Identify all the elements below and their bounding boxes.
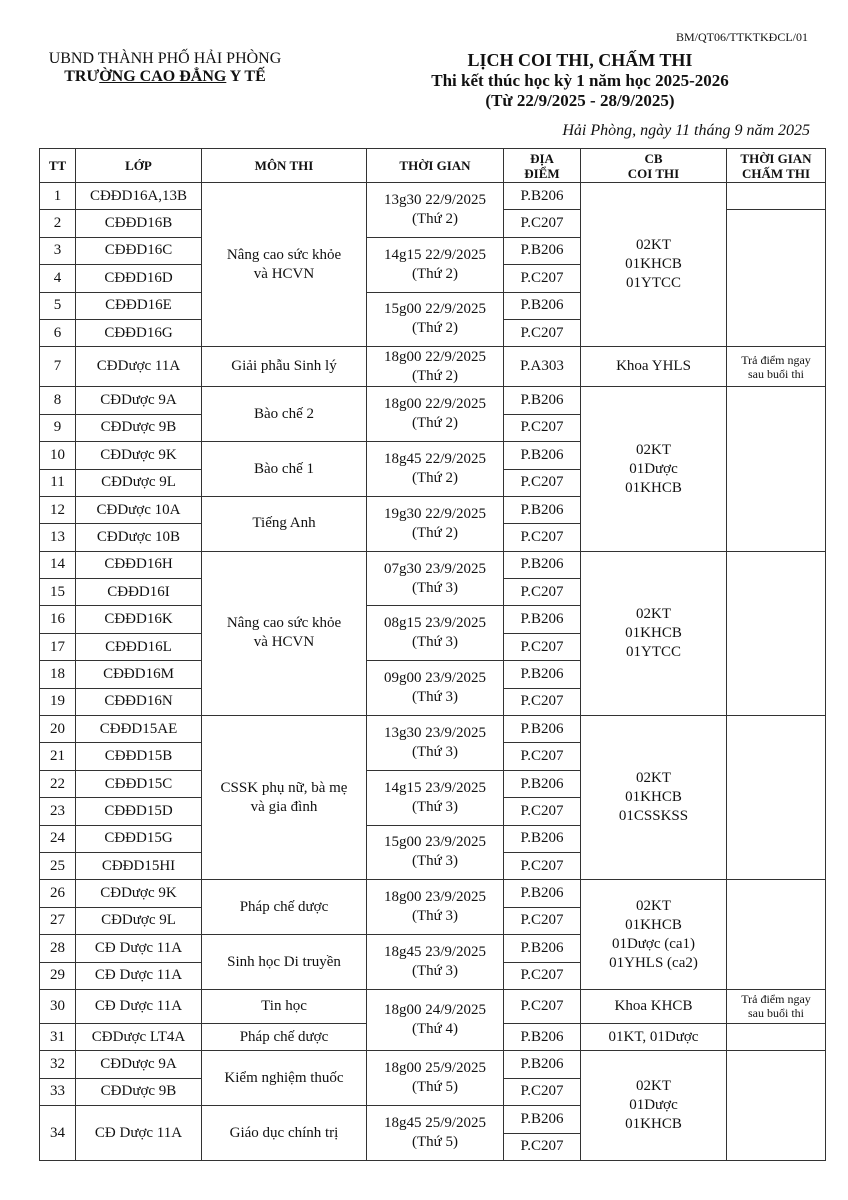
time-cell: [367, 825, 504, 880]
class-cell: CĐDược 9L: [76, 907, 202, 934]
subject-cell: [202, 716, 367, 880]
time-line: 18g00 24/9/2025: [383, 1002, 487, 1019]
class-cell: CĐĐD16G: [76, 319, 202, 346]
day-line: (Thứ 2): [411, 524, 459, 541]
row-number: 5: [40, 292, 76, 319]
proctor-line: 01KHCB: [625, 479, 682, 496]
day-line: (Thứ 3): [411, 689, 459, 706]
class-cell: CĐ Dược 11A: [76, 935, 202, 962]
marking-cell: [727, 1051, 826, 1161]
exam-schedule-table: [39, 148, 826, 1161]
class-cell: CĐ Dược 11A: [76, 989, 202, 1023]
room-cell: P.B206: [504, 661, 581, 688]
room-cell: P.C207: [504, 688, 581, 715]
subject-cell: [202, 183, 367, 347]
room-cell: P.B206: [504, 880, 581, 907]
marking-cell: [727, 880, 826, 990]
class-cell: CĐĐD16E: [76, 292, 202, 319]
proctor-cell: [581, 551, 727, 715]
room-cell: P.B206: [504, 825, 581, 852]
row-number: 23: [40, 798, 76, 825]
room-cell: P.C207: [504, 743, 581, 770]
proctor-line: 02KT: [636, 441, 671, 458]
row-number: 3: [40, 237, 76, 264]
day-line: (Thứ 5): [411, 1134, 459, 1150]
proctor-line: 02KT: [636, 770, 671, 787]
row-number: 19: [40, 688, 76, 715]
subject-cell: Kiểm nghiệm thuốc: [202, 1051, 367, 1106]
header-marking-line: THỜI GIAN: [740, 150, 812, 166]
row-number: 16: [40, 606, 76, 633]
time-cell: [367, 935, 504, 990]
proctor-line: 01KHCB: [625, 1116, 682, 1133]
time-cell: [367, 1106, 504, 1161]
time-line: 18g00 23/9/2025: [383, 889, 487, 906]
row-number: 1: [40, 183, 76, 210]
document-title-block: [370, 50, 790, 111]
header-proctor-line: COI THI: [627, 165, 680, 181]
header-location: [504, 149, 581, 183]
row-number: 25: [40, 852, 76, 879]
room-cell: P.C207: [504, 989, 581, 1023]
subject-line: Nâng cao sức khỏe: [226, 246, 342, 263]
subject-line: CSSK phụ nữ, bà mẹ: [220, 779, 348, 796]
time-cell: [367, 716, 504, 771]
class-cell: CĐDược 10A: [76, 496, 202, 523]
subject-line: và HCVN: [253, 265, 315, 282]
room-cell: P.C207: [504, 907, 581, 934]
room-cell: P.C207: [504, 852, 581, 879]
day-line: (Thứ 4): [411, 1021, 459, 1038]
room-cell: P.C207: [504, 414, 581, 441]
day-line: (Thứ 2): [411, 470, 459, 487]
document-title: LỊCH COI THI, CHẤM THI: [467, 50, 693, 70]
subject-line: Nâng cao sức khỏe: [226, 615, 342, 632]
room-cell: P.B206: [504, 1051, 581, 1078]
room-cell: P.B206: [504, 183, 581, 210]
row-number: 6: [40, 319, 76, 346]
day-line: (Thứ 2): [411, 415, 459, 432]
time-cell: [367, 292, 504, 347]
class-cell: CĐDược 11A: [76, 347, 202, 387]
row-number: 15: [40, 579, 76, 606]
table-row: [40, 347, 826, 387]
class-cell: CĐDược 9A: [76, 1051, 202, 1078]
row-number: 11: [40, 469, 76, 496]
time-cell: [367, 606, 504, 661]
room-cell: P.C207: [504, 1133, 581, 1160]
proctor-line: 01YTCC: [625, 643, 681, 660]
room-cell: P.B206: [504, 935, 581, 962]
room-cell: P.B206: [504, 292, 581, 319]
row-number: 13: [40, 524, 76, 551]
room-cell: P.B206: [504, 1023, 581, 1050]
header-subject: MÔN THI: [202, 149, 367, 183]
proctor-line: 02KT: [636, 1078, 671, 1095]
day-line: (Thứ 3): [411, 798, 459, 815]
proctor-line: 01Dược: [629, 460, 678, 477]
time-line: 15g00 22/9/2025: [383, 301, 487, 318]
proctor-cell: Khoa YHLS: [581, 347, 727, 387]
class-cell: CĐDược 9B: [76, 414, 202, 441]
school-name-underlined: ỜNG CAO ĐẲNG: [99, 68, 227, 85]
time-line: 15g00 23/9/2025: [383, 834, 487, 851]
date-range: (Từ 22/9/2025 - 28/9/2025): [485, 91, 675, 110]
subject-line: và HCVN: [253, 634, 315, 651]
time-line: 14g15 23/9/2025: [383, 779, 487, 796]
table-row: [40, 387, 826, 414]
proctor-line: 01YHLS (ca2): [609, 954, 698, 971]
proctor-line: 01Dược (ca1): [611, 935, 696, 952]
header-marking-line: CHẤM THI: [741, 165, 810, 181]
proctor-cell: Khoa KHCB: [581, 989, 727, 1023]
class-cell: CĐĐD16M: [76, 661, 202, 688]
marking-line: sau buổi thi: [748, 1006, 804, 1021]
subject-cell: [202, 551, 367, 715]
row-number: 8: [40, 387, 76, 414]
class-cell: CĐDược 9A: [76, 387, 202, 414]
time-line: 18g45 23/9/2025: [383, 944, 487, 961]
header-proctor: [581, 149, 727, 183]
subject-cell: Bào chế 1: [202, 442, 367, 497]
room-cell: P.C207: [504, 962, 581, 989]
subject-cell: Sinh học Di truyền: [202, 935, 367, 990]
room-cell: P.C207: [504, 210, 581, 237]
form-code: BM/QT06/TTKTKĐCL/01: [676, 30, 808, 44]
proctor-line: 02KT: [636, 897, 671, 914]
time-line: 18g45 25/9/2025: [383, 1115, 487, 1131]
proctor-line: 01KHCB: [625, 916, 682, 933]
proctor-cell: [581, 716, 727, 880]
class-cell: CĐĐD15HI: [76, 852, 202, 879]
proctor-line: 01Dược: [629, 1097, 678, 1114]
header-proctor-line: CB: [644, 150, 663, 166]
class-cell: CĐDược 9B: [76, 1078, 202, 1105]
row-number: 10: [40, 442, 76, 469]
class-cell: CĐĐD15C: [76, 770, 202, 797]
row-number: 20: [40, 716, 76, 743]
subject-cell: Giáo dục chính trị: [202, 1106, 367, 1161]
row-number: 18: [40, 661, 76, 688]
proctor-line: 01CSSKSS: [618, 808, 689, 825]
school-name-part: TRƯ: [64, 68, 100, 85]
time-line: 18g00 22/9/2025: [383, 348, 487, 365]
proctor-cell: [581, 387, 727, 551]
time-line: 07g30 23/9/2025: [383, 560, 487, 577]
room-cell: P.B206: [504, 551, 581, 578]
row-number: 27: [40, 907, 76, 934]
class-cell: CĐĐD15D: [76, 798, 202, 825]
issue-date: Hải Phòng, ngày 11 tháng 9 năm 2025: [562, 122, 810, 139]
subject-cell: Giải phẫu Sinh lý: [202, 347, 367, 387]
time-line: 08g15 23/9/2025: [383, 615, 487, 632]
day-line: (Thứ 2): [411, 320, 459, 337]
room-cell: P.C207: [504, 265, 581, 292]
time-line: 19g30 22/9/2025: [383, 505, 487, 522]
school-name: [30, 68, 300, 86]
header-time: THỜI GIAN: [367, 149, 504, 183]
room-cell: P.A303: [504, 347, 581, 387]
time-cell: [367, 770, 504, 825]
day-line: (Thứ 3): [411, 908, 459, 925]
day-line: (Thứ 3): [411, 743, 459, 760]
class-cell: CĐĐD15B: [76, 743, 202, 770]
marking-line: Trả điểm ngay: [741, 352, 811, 367]
subject-cell: Tin học: [202, 989, 367, 1023]
table-row: [40, 989, 826, 1023]
organization-header: [30, 50, 300, 86]
room-cell: P.C207: [504, 319, 581, 346]
class-cell: CĐĐD16H: [76, 551, 202, 578]
proctor-line: 01KHCB: [625, 624, 682, 641]
marking-cell: [727, 387, 826, 551]
table-row: [40, 183, 826, 210]
day-line: (Thứ 2): [411, 265, 459, 282]
time-cell: [367, 496, 504, 551]
time-cell: [367, 989, 504, 1050]
marking-cell: [727, 347, 826, 387]
row-number: 30: [40, 989, 76, 1023]
room-cell: P.B206: [504, 237, 581, 264]
time-cell: [367, 661, 504, 716]
time-cell: [367, 880, 504, 935]
time-cell: [367, 183, 504, 238]
time-line: 13g30 22/9/2025: [383, 191, 487, 208]
day-line: (Thứ 5): [411, 1079, 459, 1096]
class-cell: CĐ Dược 11A: [76, 962, 202, 989]
marking-cell: [727, 989, 826, 1023]
room-cell: P.B206: [504, 496, 581, 523]
row-number: 31: [40, 1023, 76, 1050]
class-cell: CĐDược LT4A: [76, 1023, 202, 1050]
table-row: [40, 716, 826, 743]
class-cell: CĐĐD16D: [76, 265, 202, 292]
day-line: (Thứ 2): [411, 210, 459, 227]
class-cell: CĐĐD15G: [76, 825, 202, 852]
table-row: [40, 551, 826, 578]
class-cell: CĐDược 9K: [76, 442, 202, 469]
marking-cell: [727, 210, 826, 347]
room-cell: P.C207: [504, 633, 581, 660]
room-cell: P.B206: [504, 770, 581, 797]
marking-cell: [727, 1023, 826, 1050]
time-cell: [367, 1051, 504, 1106]
row-number: 14: [40, 551, 76, 578]
school-name-part: Y TẾ: [226, 68, 266, 85]
time-cell: [367, 347, 504, 387]
authority-name: UBND THÀNH PHỐ HẢI PHÒNG: [48, 50, 282, 67]
header-class: LỚP: [76, 149, 202, 183]
row-number: 21: [40, 743, 76, 770]
marking-cell: [727, 551, 826, 715]
subject-cell: Pháp chế dược: [202, 1023, 367, 1050]
time-cell: [367, 387, 504, 442]
class-cell: CĐDược 9K: [76, 880, 202, 907]
header-tt: TT: [40, 149, 76, 183]
subject-cell: Bào chế 2: [202, 387, 367, 442]
row-number: 32: [40, 1051, 76, 1078]
subject-line: và gia đình: [250, 798, 318, 815]
table-header-row: [40, 149, 826, 183]
proctor-line: 01YTCC: [625, 275, 681, 292]
row-number: 17: [40, 633, 76, 660]
subject-cell: Tiếng Anh: [202, 496, 367, 551]
marking-line: sau buổi thi: [748, 366, 804, 381]
proctor-cell: [581, 183, 727, 347]
proctor-cell: [581, 1051, 727, 1161]
room-cell: P.C207: [504, 469, 581, 496]
row-number: 7: [40, 347, 76, 387]
room-cell: P.B206: [504, 442, 581, 469]
day-line: (Thứ 3): [411, 579, 459, 596]
row-number: 2: [40, 210, 76, 237]
subject-cell: Pháp chế dược: [202, 880, 367, 935]
table-row: [40, 880, 826, 907]
time-line: 09g00 23/9/2025: [383, 670, 487, 687]
room-cell: P.B206: [504, 1106, 581, 1133]
header-location-line: ĐỊA: [530, 150, 554, 166]
proctor-line: 02KT: [636, 237, 671, 254]
document-subtitle: Thi kết thúc học kỳ 1 năm học 2025-2026: [431, 71, 729, 90]
room-cell: P.C207: [504, 579, 581, 606]
room-cell: P.B206: [504, 716, 581, 743]
time-line: 18g00 22/9/2025: [383, 396, 487, 413]
class-cell: CĐDược 9L: [76, 469, 202, 496]
class-cell: CĐĐD16I: [76, 579, 202, 606]
row-number: 26: [40, 880, 76, 907]
time-line: 13g30 23/9/2025: [383, 724, 487, 741]
time-line: 18g00 25/9/2025: [383, 1060, 487, 1077]
room-cell: P.C207: [504, 798, 581, 825]
class-cell: CĐĐD15AE: [76, 716, 202, 743]
row-number: 22: [40, 770, 76, 797]
class-cell: CĐĐD16B: [76, 210, 202, 237]
marking-line: Trả điểm ngay: [741, 992, 811, 1007]
row-number: 28: [40, 935, 76, 962]
day-line: (Thứ 2): [411, 367, 459, 384]
row-number: 9: [40, 414, 76, 441]
time-cell: [367, 237, 504, 292]
class-cell: CĐĐD16K: [76, 606, 202, 633]
row-number: 34: [40, 1106, 76, 1161]
time-cell: [367, 442, 504, 497]
class-cell: CĐDược 10B: [76, 524, 202, 551]
class-cell: CĐĐD16N: [76, 688, 202, 715]
class-cell: CĐĐD16C: [76, 237, 202, 264]
day-line: (Thứ 3): [411, 853, 459, 870]
class-cell: CĐ Dược 11A: [76, 1106, 202, 1161]
class-cell: CĐĐD16A,13B: [76, 183, 202, 210]
proctor-cell: [581, 880, 727, 990]
time-line: 18g45 22/9/2025: [383, 451, 487, 468]
room-cell: P.B206: [504, 387, 581, 414]
marking-cell: [727, 183, 826, 210]
time-line: 14g15 22/9/2025: [383, 246, 487, 263]
day-line: (Thứ 3): [411, 634, 459, 651]
marking-cell: [727, 716, 826, 880]
proctor-cell: 01KT, 01Dược: [581, 1023, 727, 1050]
class-cell: CĐĐD16L: [76, 633, 202, 660]
proctor-line: 01KHCB: [625, 789, 682, 806]
table-row: [40, 1051, 826, 1078]
room-cell: P.C207: [504, 524, 581, 551]
proctor-line: 01KHCB: [625, 256, 682, 273]
time-cell: [367, 551, 504, 606]
day-line: (Thứ 3): [411, 963, 459, 980]
header-location-line: ĐIỂM: [524, 165, 560, 181]
room-cell: P.B206: [504, 606, 581, 633]
row-number: 4: [40, 265, 76, 292]
row-number: 29: [40, 962, 76, 989]
row-number: 33: [40, 1078, 76, 1105]
room-cell: P.C207: [504, 1078, 581, 1105]
row-number: 12: [40, 496, 76, 523]
row-number: 24: [40, 825, 76, 852]
header-marking: [727, 149, 826, 183]
proctor-line: 02KT: [636, 605, 671, 622]
